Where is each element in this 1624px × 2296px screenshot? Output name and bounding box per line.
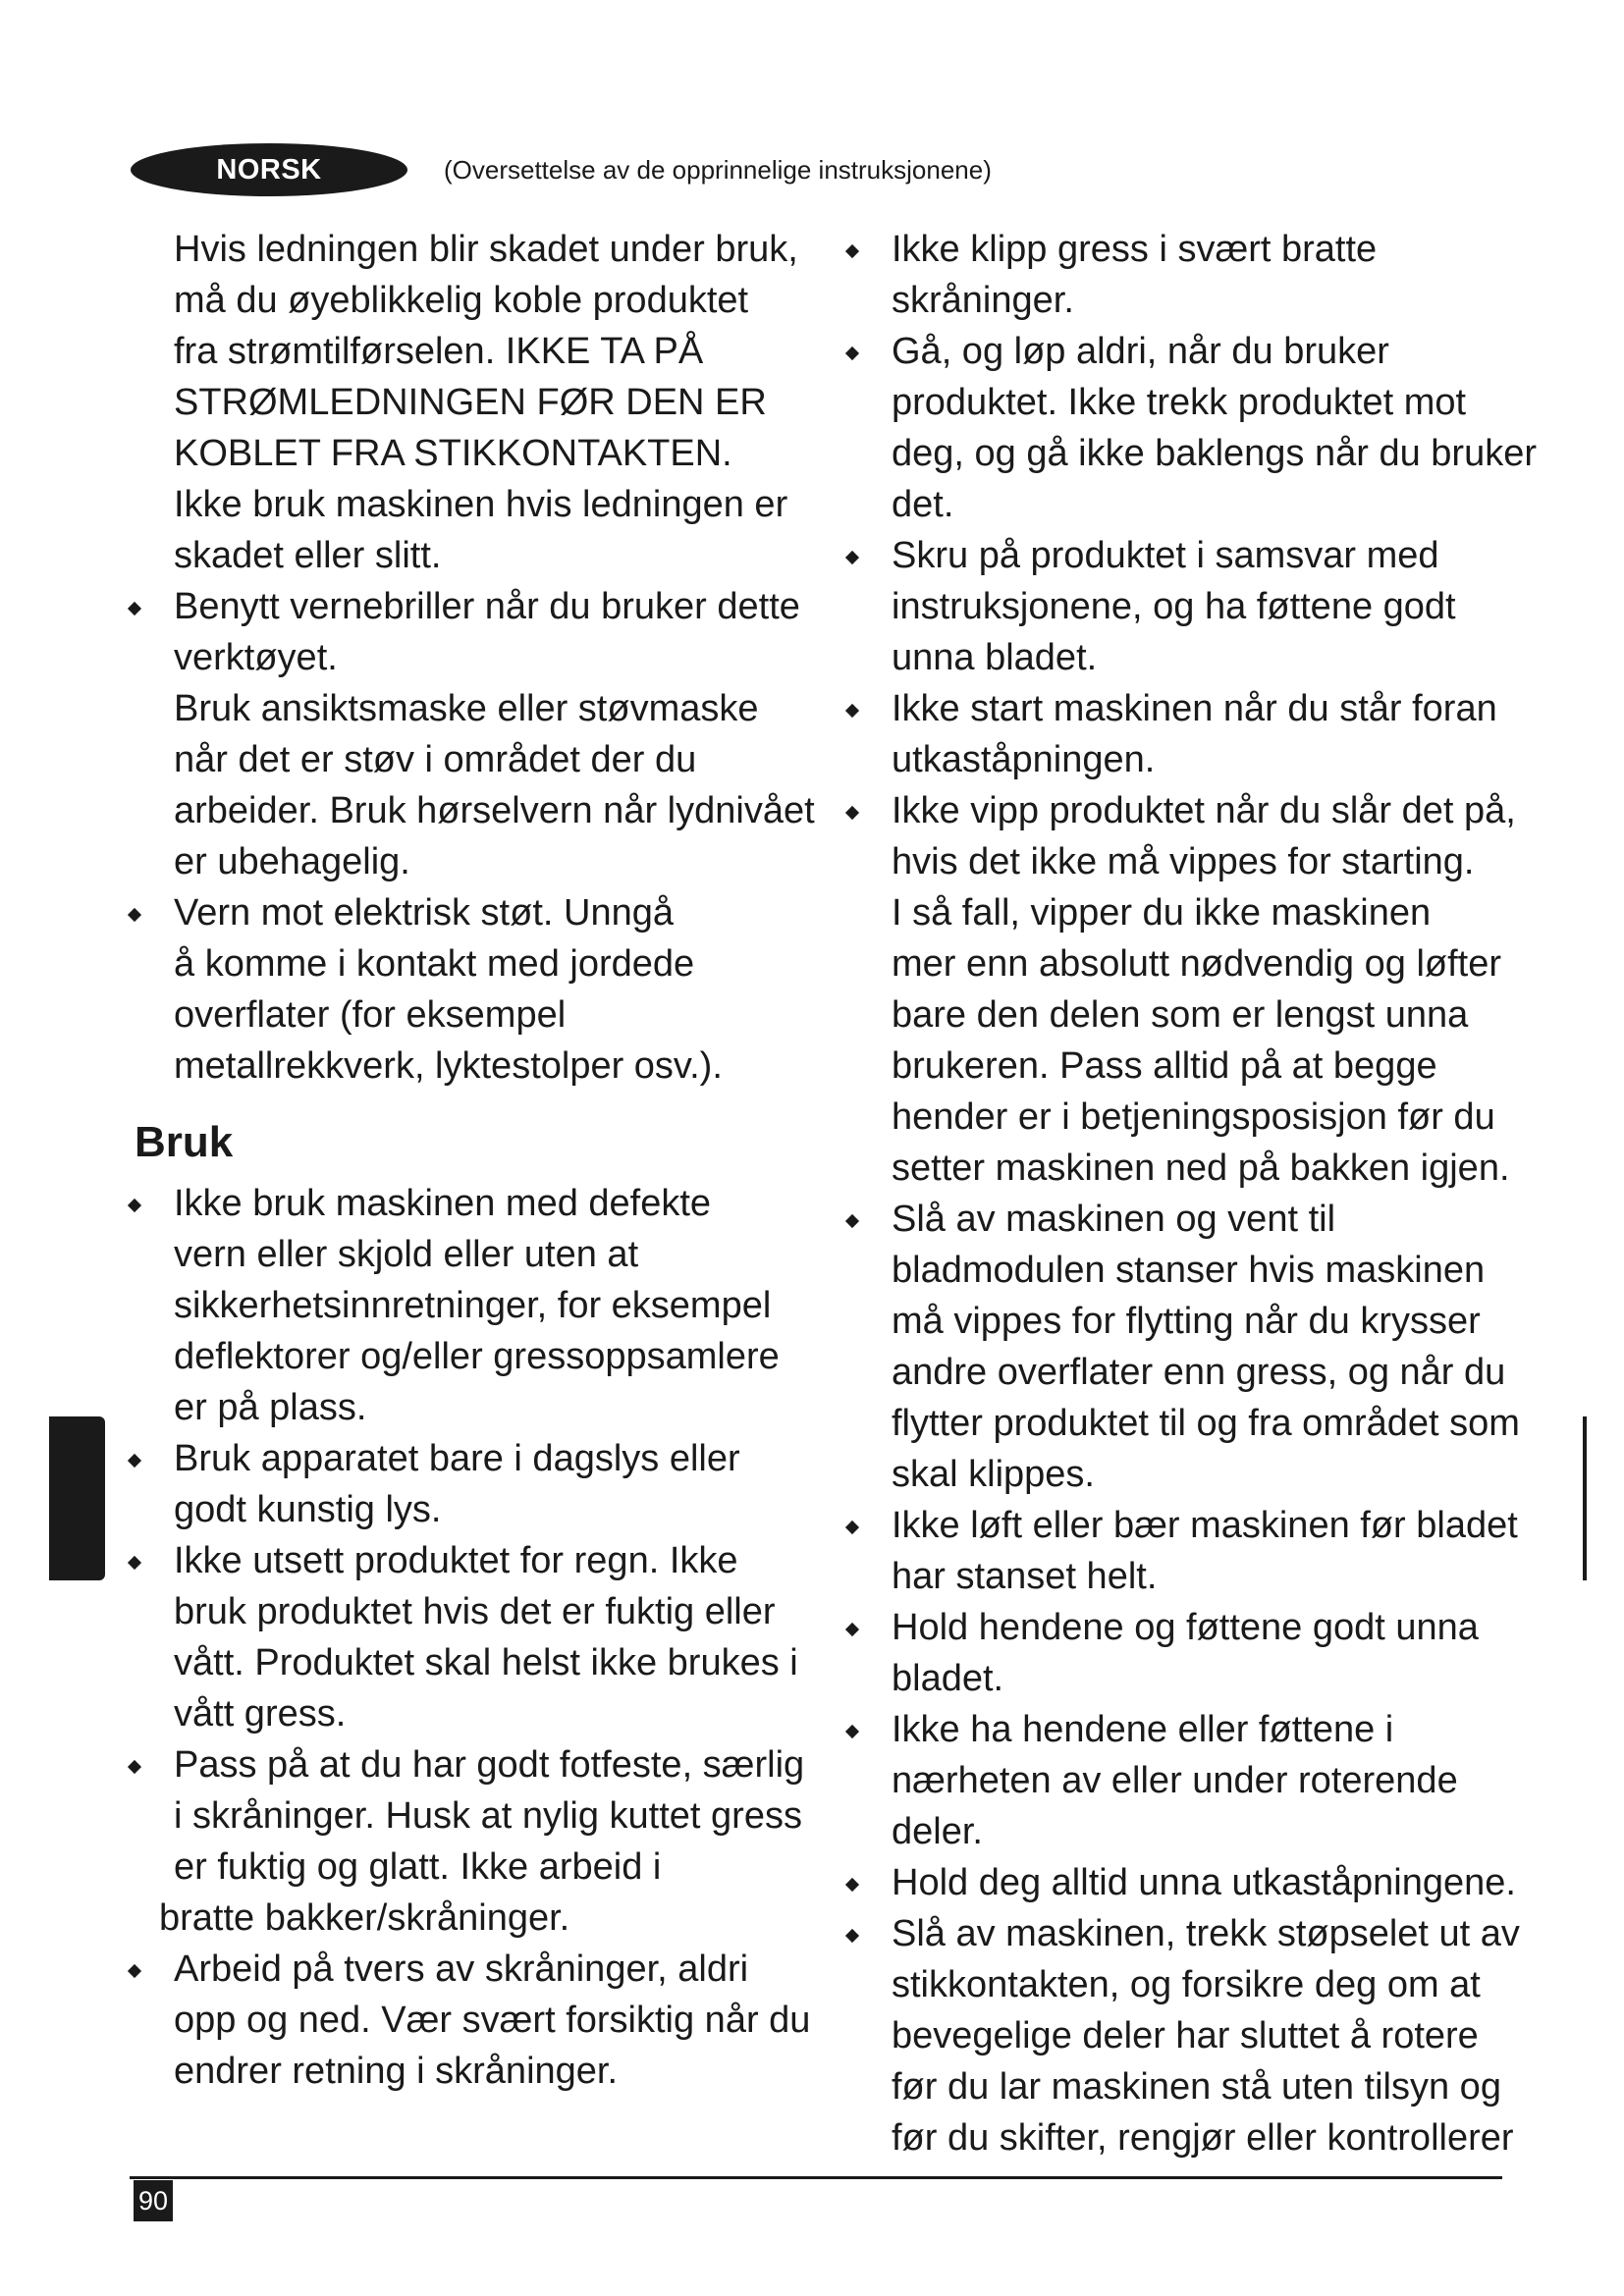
text-line: Benytt vernebriller når du bruker dette <box>174 586 800 627</box>
bullet-item <box>847 224 1535 326</box>
bullet-item <box>847 1908 1535 2163</box>
text-line: før du lar maskinen stå uten tilsyn og <box>892 2066 1501 2108</box>
text-line: produktet. Ikke trekk produktet mot <box>892 382 1467 423</box>
bullet-item <box>847 1704 1535 1857</box>
text-line: vått gress. <box>174 1693 347 1735</box>
text-line: vått. Produktet skal helst ikke brukes i <box>174 1642 798 1683</box>
text-line: hvis det ikke må vippes for starting. <box>892 841 1475 882</box>
text-line: Bruk apparatet bare i dagslys eller <box>174 1438 740 1479</box>
text-line: må vippes for flytting når du krysser <box>892 1301 1481 1342</box>
bullet-item <box>847 1857 1535 1908</box>
text-line: hender er i betjeningsposisjon før du <box>892 1096 1495 1138</box>
bullet-diamond-icon <box>128 1760 141 1774</box>
text-line: Ikke bruk maskinen med defekte <box>174 1183 712 1224</box>
language-label: NORSK <box>216 153 322 186</box>
footer-rule <box>130 2176 1502 2179</box>
text-line: bruk produktet hvis det er fuktig eller <box>174 1591 776 1632</box>
text-line: overflater (for eksempel <box>174 994 567 1036</box>
text-line: metallrekkverk, lyktestolper osv.). <box>174 1045 723 1087</box>
text-line: Slå av maskinen og vent til <box>892 1199 1336 1240</box>
bullet-diamond-icon <box>128 1199 141 1212</box>
right-bullet-list <box>847 224 1535 2163</box>
text-line: skal klippes. <box>892 1454 1095 1495</box>
text-line: deler. <box>892 1811 983 1852</box>
text-line: Pass på at du har godt fotfeste, særlig <box>174 1744 805 1786</box>
text-line: Vern mot elektrisk støt. Unngå <box>174 892 674 934</box>
bullet-item <box>847 683 1535 785</box>
bullet-item <box>130 1433 817 1535</box>
text-line: Gå, og løp aldri, når du bruker <box>892 331 1389 372</box>
text-line: i skråninger. Husk at nylig kuttet gress <box>174 1795 802 1837</box>
text-line: Ikke klipp gress i svært bratte <box>892 229 1378 270</box>
text-line: mer enn absolutt nødvendig og løfter <box>892 943 1502 985</box>
text-line: når det er støv i området der du <box>174 739 697 780</box>
text-line: bladet. <box>892 1658 1004 1699</box>
bullet-item <box>130 1944 817 2097</box>
section-heading-bruk: Bruk <box>135 1118 234 1166</box>
text-line: vern eller skjold eller uten at <box>174 1234 639 1275</box>
bullet-diamond-icon <box>845 806 859 820</box>
bullet-diamond-icon <box>128 1556 141 1570</box>
text-line: Slå av maskinen, trekk støpselet ut av <box>892 1913 1520 1954</box>
text-line: deg, og gå ikke baklengs når du bruker <box>892 433 1537 474</box>
bullet-item <box>130 1535 817 1739</box>
text-line: må du øyeblikkelig koble produktet <box>174 280 749 321</box>
text-line: KOBLET FRA STIKKONTAKTEN. <box>174 433 732 474</box>
bullet-diamond-icon <box>128 908 141 922</box>
bullet-item <box>130 1739 817 1893</box>
bullet-item <box>847 326 1535 530</box>
continuation-line <box>130 1893 817 1944</box>
text-line: bevegelige deler har sluttet å rotere <box>892 2015 1479 2056</box>
bullet-item <box>847 1500 1535 1602</box>
text-line: Hold hendene og føttene godt unna <box>892 1607 1479 1648</box>
text-line: godt kunstig lys. <box>174 1489 442 1530</box>
bullet-diamond-icon <box>845 551 859 564</box>
text-line: deflektorer og/eller gressoppsamlere <box>174 1336 780 1377</box>
text-line: det. <box>892 484 954 525</box>
text-line: Ikke ha hendene eller føttene i <box>892 1709 1394 1750</box>
bullet-diamond-icon <box>845 1623 859 1636</box>
bullet-diamond-icon <box>128 1964 141 1978</box>
text-line: verktøyet. <box>174 637 338 678</box>
safety-bullet-list <box>130 581 817 1092</box>
text-line: stikkontakten, og forsikre deg om at <box>892 1964 1481 2005</box>
text-line: bladmodulen stanser hvis maskinen <box>892 1250 1486 1291</box>
text-line: flytter produktet til og fra området som <box>892 1403 1520 1444</box>
text-line: har stanset helt. <box>892 1556 1158 1597</box>
text-line: Ikke løft eller bær maskinen før bladet <box>892 1505 1518 1546</box>
text-line: skråninger. <box>892 280 1074 321</box>
text-line: setter maskinen ned på bakken igjen. <box>892 1148 1510 1189</box>
bullet-diamond-icon <box>845 244 859 258</box>
page-number: 90 <box>134 2180 173 2221</box>
intro-paragraph <box>130 224 817 581</box>
text-line: er på plass. <box>174 1387 367 1428</box>
text-line: bare den delen som er lengst unna <box>892 994 1469 1036</box>
text-line: arbeider. Bruk hørselvern når lydnivået <box>174 790 815 831</box>
margin-marker <box>1583 1416 1587 1580</box>
text-line: opp og ned. Vær svært forsiktig når du <box>174 2000 811 2041</box>
bullet-diamond-icon <box>845 1878 859 1892</box>
bullet-diamond-icon <box>845 1521 859 1534</box>
text-line: Hold deg alltid unna utkaståpningene. <box>892 1862 1516 1903</box>
text-line: Ikke bruk maskinen hvis ledningen er <box>174 484 788 525</box>
text-line: Hvis ledningen blir skadet under bruk, <box>174 229 798 270</box>
language-badge <box>131 143 407 196</box>
text-line: instruksjonene, og ha føttene godt <box>892 586 1456 627</box>
bullet-item <box>847 1602 1535 1704</box>
text-line: STRØMLEDNINGEN FØR DEN ER <box>174 382 767 423</box>
text-line: før du skifter, rengjør eller kontrollerer <box>892 2117 1514 2159</box>
right-column <box>847 224 1535 2163</box>
translation-note: (Oversettelse av de opprinnelige instruksjonene) <box>444 155 992 185</box>
text-line: andre overflater enn gress, og når du <box>892 1352 1506 1393</box>
text-line: skadet eller slitt. <box>174 535 442 576</box>
text-line: er fuktig og glatt. Ikke arbeid i <box>174 1846 662 1888</box>
text-line: I så fall, vipper du ikke maskinen <box>892 892 1432 934</box>
text-line: Skru på produktet i samsvar med <box>892 535 1439 576</box>
text-line: Ikke vipp produktet når du slår det på, <box>892 790 1516 831</box>
bullet-item <box>130 887 817 1092</box>
section-thumb-tab <box>49 1416 105 1580</box>
bullet-item <box>130 1178 817 1433</box>
text-line: å komme i kontakt med jordede <box>174 943 695 985</box>
text-line: Ikke utsett produktet for regn. Ikke <box>174 1540 738 1581</box>
bullet-item <box>847 1194 1535 1500</box>
bullet-item <box>847 530 1535 683</box>
bullet-diamond-icon <box>845 347 859 360</box>
text-line: Arbeid på tvers av skråninger, aldri <box>174 1949 749 1990</box>
text-line: Ikke start maskinen når du står foran <box>892 688 1497 729</box>
bullet-diamond-icon <box>845 1214 859 1228</box>
usage-bullet-list <box>130 1178 817 2097</box>
bullet-diamond-icon <box>845 704 859 718</box>
text-line: bratte bakker/skråninger. <box>159 1897 570 1939</box>
bullet-item <box>130 581 817 887</box>
bullet-diamond-icon <box>128 602 141 615</box>
bullet-diamond-icon <box>845 1725 859 1738</box>
text-line: endrer retning i skråninger. <box>174 2051 619 2092</box>
text-line: Bruk ansiktsmaske eller støvmaske <box>174 688 759 729</box>
bullet-diamond-icon <box>845 1929 859 1943</box>
text-line: brukeren. Pass alltid på at begge <box>892 1045 1437 1087</box>
text-line: unna bladet. <box>892 637 1098 678</box>
text-line: sikkerhetsinnretninger, for eksempel <box>174 1285 772 1326</box>
text-line: er ubehagelig. <box>174 841 410 882</box>
text-line: utkaståpningen. <box>892 739 1156 780</box>
bullet-item <box>847 785 1535 1194</box>
text-line: nærheten av eller under roterende <box>892 1760 1458 1801</box>
bullet-diamond-icon <box>128 1454 141 1468</box>
text-line: fra strømtilførselen. IKKE TA PÅ <box>174 331 704 372</box>
left-column <box>130 224 817 2097</box>
